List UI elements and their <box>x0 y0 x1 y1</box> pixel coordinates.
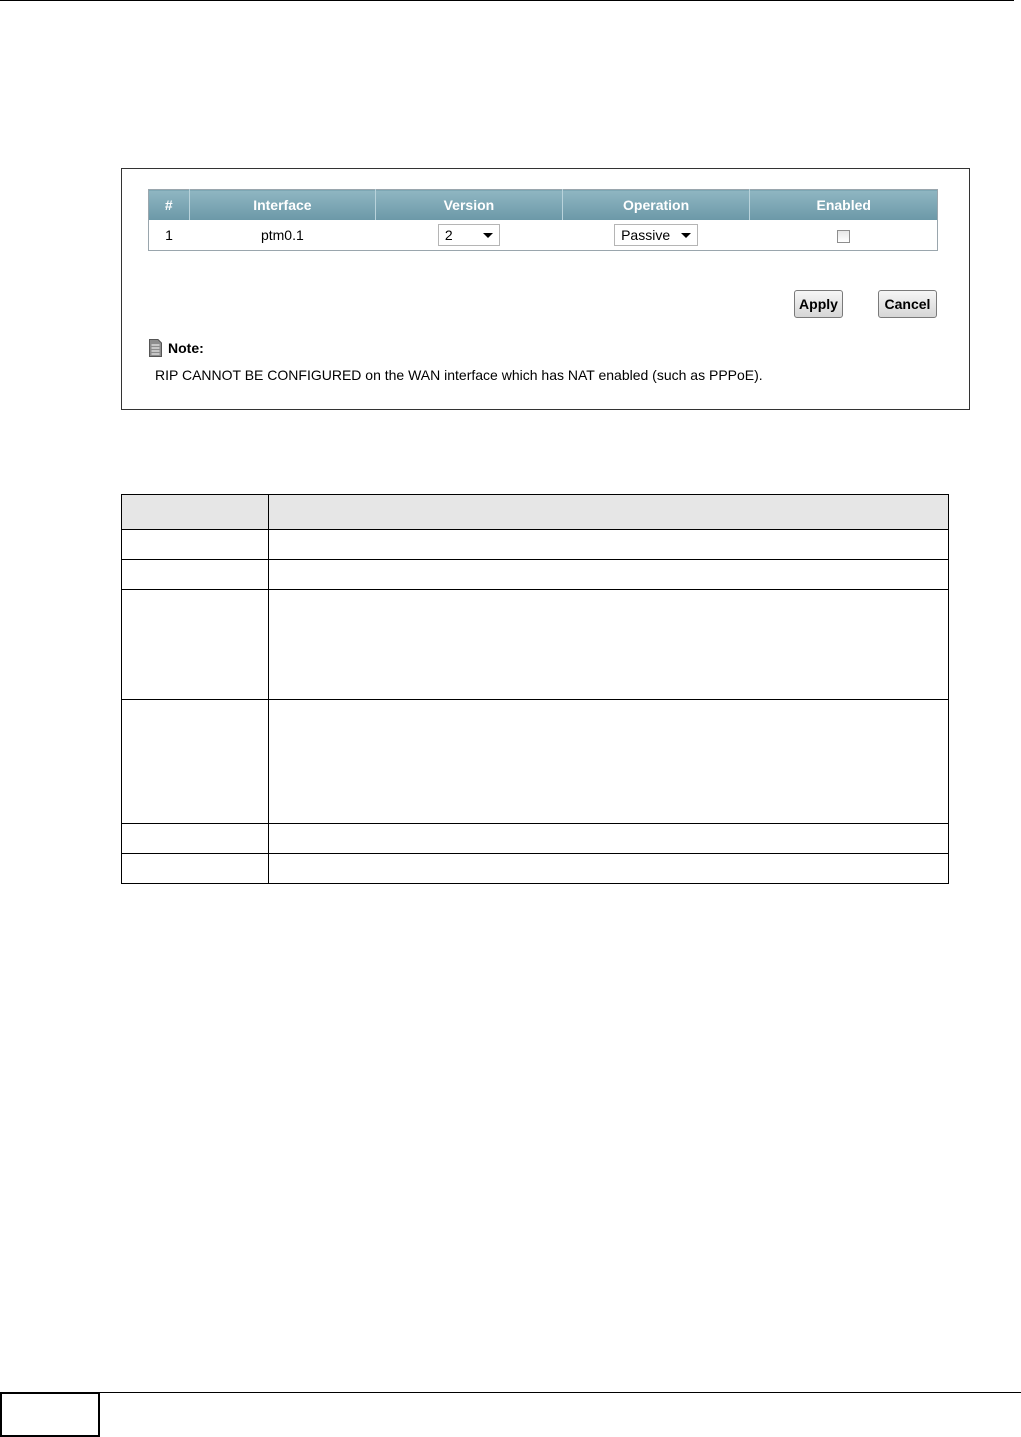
operation-select[interactable] <box>614 224 698 246</box>
desc-label-cell <box>122 530 269 560</box>
rip-table <box>148 189 938 251</box>
desc-label-cell <box>122 824 269 854</box>
page-number-box <box>0 1392 100 1437</box>
operation-value: Passive <box>621 227 671 243</box>
operation-cell <box>562 220 750 251</box>
desc-text-cell <box>269 560 949 590</box>
apply-button[interactable]: Apply <box>794 290 843 318</box>
version-value: 2 <box>444 227 453 243</box>
chevron-down-icon <box>483 233 493 238</box>
chevron-down-icon <box>681 233 691 238</box>
table-row <box>122 590 949 700</box>
field-description-table <box>121 494 949 884</box>
enabled-cell <box>750 220 938 251</box>
desc-header-label <box>122 495 269 530</box>
table-row <box>122 700 949 824</box>
desc-label-cell <box>122 854 269 884</box>
version-select[interactable] <box>438 224 500 246</box>
desc-text-cell <box>269 530 949 560</box>
row-interface: ptm0.1 <box>189 220 376 251</box>
desc-header-description <box>269 495 949 530</box>
header-interface: Interface <box>189 190 376 221</box>
cancel-button[interactable]: Cancel <box>878 290 937 318</box>
desc-header-row <box>122 495 949 530</box>
enabled-checkbox[interactable] <box>837 230 850 243</box>
header-index: # <box>149 190 190 221</box>
note-title: Note: <box>168 340 204 356</box>
row-index: 1 <box>149 220 190 251</box>
table-row <box>122 560 949 590</box>
table-row <box>122 530 949 560</box>
header-enabled: Enabled <box>750 190 938 221</box>
desc-text-cell <box>269 824 949 854</box>
table-row <box>149 220 938 251</box>
note-text: RIP CANNOT BE CONFIGURED on the WAN interface which has NAT enabled (such as PPPoE). <box>155 367 763 383</box>
desc-label-cell <box>122 560 269 590</box>
header-operation: Operation <box>562 190 750 221</box>
desc-text-cell <box>269 700 949 824</box>
version-cell <box>376 220 563 251</box>
desc-label-cell <box>122 700 269 824</box>
top-rule <box>0 0 1014 1</box>
table-row <box>122 824 949 854</box>
note-heading <box>149 339 204 357</box>
desc-label-cell <box>122 590 269 700</box>
document-icon <box>149 339 162 357</box>
table-row <box>122 854 949 884</box>
rip-settings-screenshot <box>121 168 970 410</box>
header-version: Version <box>376 190 563 221</box>
desc-text-cell <box>269 854 949 884</box>
rip-table-header <box>149 190 938 221</box>
footer-rule <box>100 1392 1021 1393</box>
desc-text-cell <box>269 590 949 700</box>
